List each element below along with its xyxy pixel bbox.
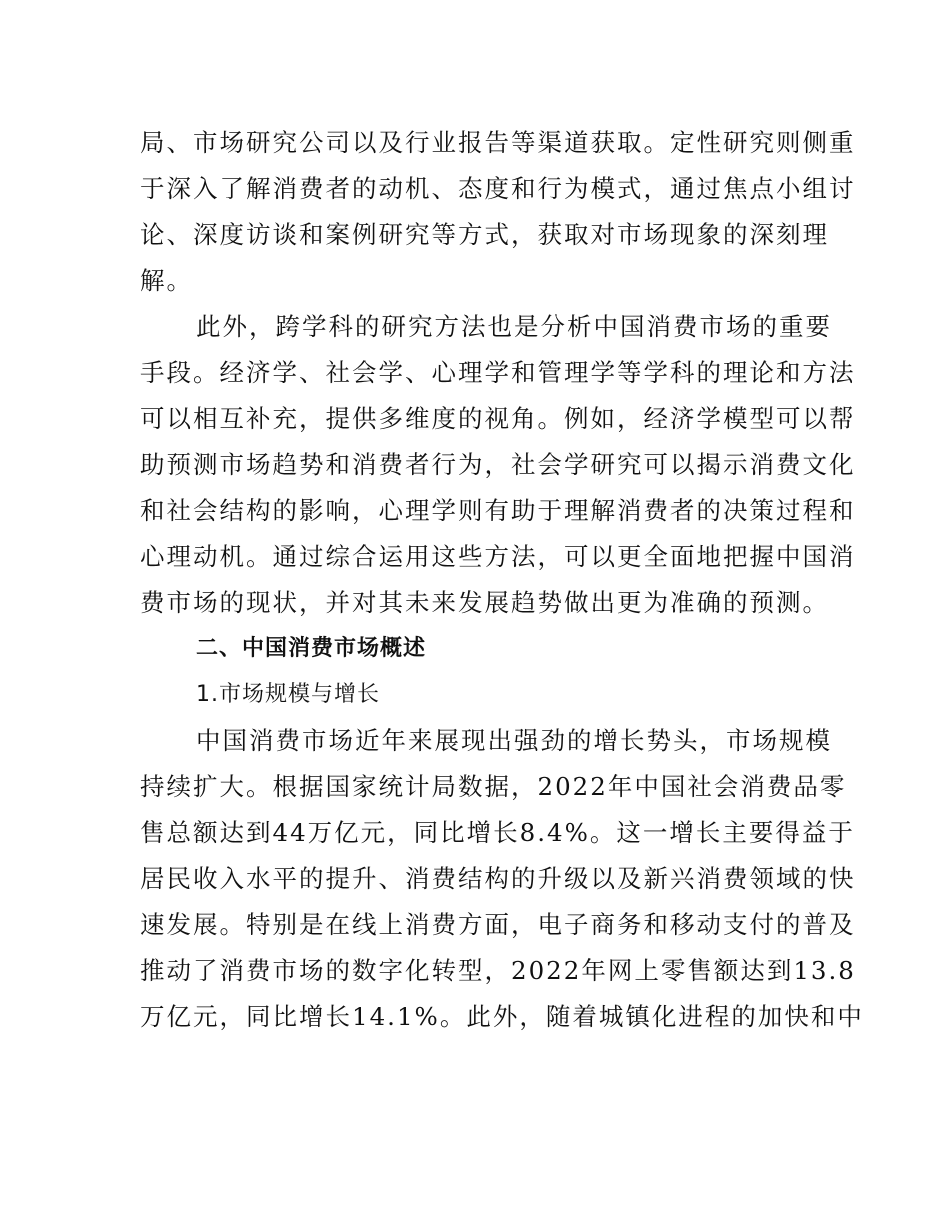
text-line: 持续扩大。根据国家统计局数据，2022年中国社会消费品零 [140, 772, 847, 801]
paragraph-interdisciplinary [140, 304, 856, 626]
document-body [140, 120, 864, 1040]
subsection-heading: 1.市场规模与增长 [196, 682, 380, 707]
text-line: 售总额达到44万亿元，同比增长8.4%。这一增长主要得益于 [140, 818, 855, 847]
text-line: 论、深度访谈和案例研究等方式，获取对市场现象的深刻理 [140, 220, 829, 249]
text-line: 解。 [140, 266, 193, 295]
text-line: 万亿元，同比增长14.1%。此外，随着城镇化进程的加快和中 [140, 1002, 864, 1031]
text-line: 推动了消费市场的数字化转型，2022年网上零售额达到13.8 [140, 956, 856, 985]
text-line: 心理动机。通过综合运用这些方法，可以更全面地把握中国消 [140, 542, 856, 571]
text-line: 此外，跨学科的研究方法也是分析中国消费市场的重要 [196, 312, 832, 341]
text-line: 费市场的现状，并对其未来发展趋势做出更为准确的预测。 [140, 588, 829, 617]
section-heading: 二、中国消费市场概述 [196, 636, 427, 661]
text-line: 可以相互补充，提供多维度的视角。例如，经济学模型可以帮 [140, 404, 856, 433]
paragraph-market-size [140, 718, 864, 1040]
text-line: 速发展。特别是在线上消费方面，电子商务和移动支付的普及 [140, 910, 856, 939]
text-line: 中国消费市场近年来展现出强劲的增长势头，市场规模 [196, 726, 832, 755]
text-line: 于深入了解消费者的动机、态度和行为模式，通过焦点小组讨 [140, 174, 856, 203]
text-line: 局、市场研究公司以及行业报告等渠道获取。定性研究则侧重 [140, 128, 856, 157]
text-line: 手段。经济学、社会学、心理学和管理学等学科的理论和方法 [140, 358, 856, 387]
text-line: 居民收入水平的提升、消费结构的升级以及新兴消费领域的快 [140, 864, 856, 893]
text-line: 助预测市场趋势和消费者行为，社会学研究可以揭示消费文化 [140, 450, 856, 479]
paragraph-continued [140, 120, 856, 304]
text-line: 和社会结构的影响，心理学则有助于理解消费者的决策过程和 [140, 496, 856, 525]
